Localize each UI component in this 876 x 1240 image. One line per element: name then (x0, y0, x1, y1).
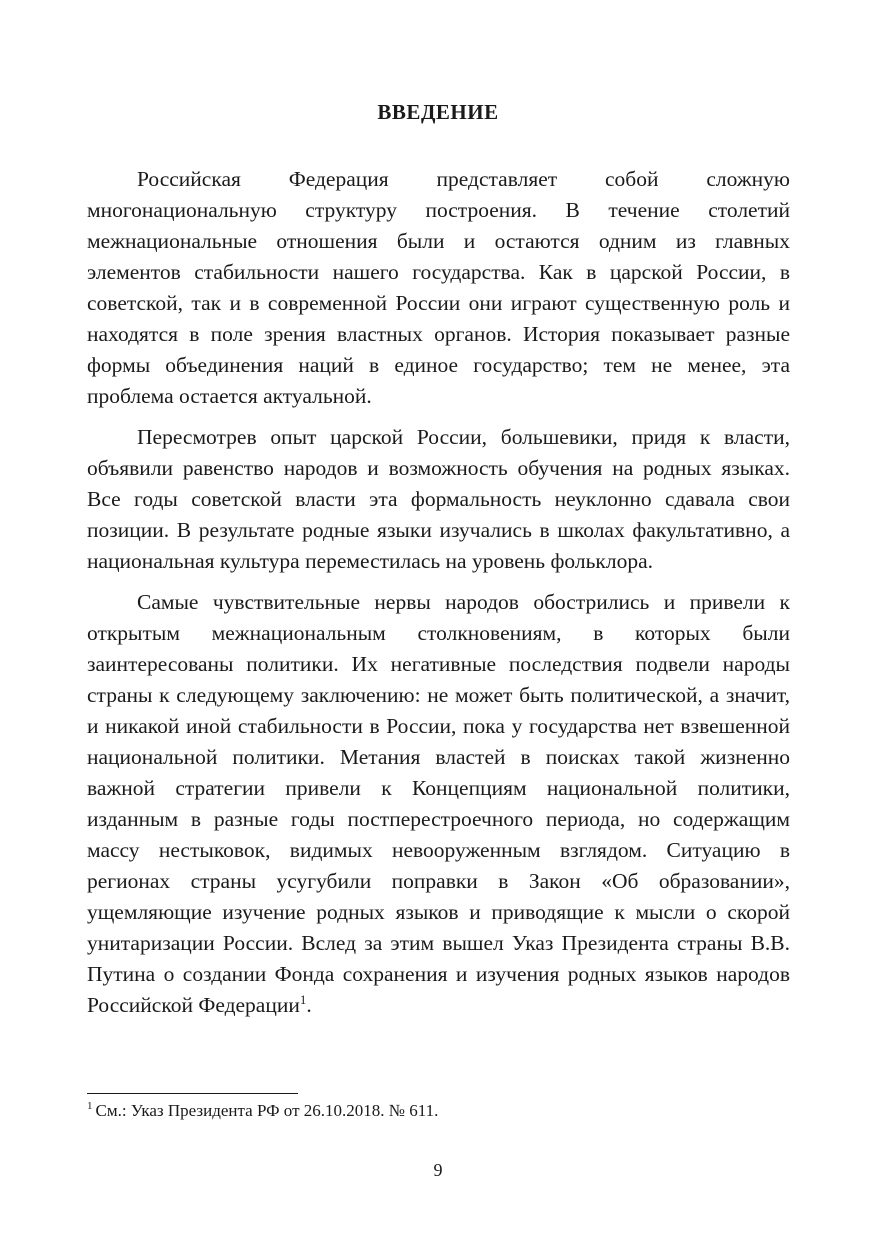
paragraph-3-end: . (306, 993, 312, 1017)
footnote-reference[interactable]: 1 (299, 991, 307, 1007)
footnote (87, 1100, 438, 1122)
paragraph-2: Пересмотрев опыт царской России, большевики, придя к власти, объявили равенство народов и возможность обучения на родных языках. Все годы советской власти эта формальность неуклонно сдавала свои позиции. В результате родные языки изучались в школах факультативно, а национальная культура переместилась на уровень фольклора. (87, 425, 790, 573)
paragraph-1: Российская Федерация представляет собой сложную многонациональную структуру построения. В течение столетий межнациональные отношения были и остаются одним из главных элементов стабильности нашего государства. Как в царской России, в советской, так и в современной России они играют существенную роль и находятся в поле зрения властных органов. История показывает разные формы объединения наций в единое государство; тем не менее, эта проблема остается актуальной. (87, 167, 790, 408)
footnote-number: 1 (87, 1100, 93, 1113)
footnote-text: См.: Указ Президента РФ от 26.10.2018. № 611. (95, 1101, 439, 1120)
paragraph-3-text: Самые чувствительные нервы народов обострились и привели к открытым межнациональным столкновениям, в которых были заинтересованы политики. Их негативные последствия подвели народы страны к следующему заключению: не может быть политической, а значит, и никакой иной стабильности в России, пока у государства нет взвешенной национальной политики. Метания властей в поисках такой жизненно важной стратегии привели к Концепциям национальной политики, изданным в разные годы постперестроечного периода, но содержащим массу нестыковок, видимых невооруженным взглядом. Ситуацию в регионах страны усугубили поправки в Закон «Об образовании», ущемляющие изучение родных языков и приводящие к мысли о скорой унитаризации России. Вслед за этим вышел Указ Президента страны В.В. Путина о создании Фонда сохранения и изучения родных языков народов Российской Федерации (87, 590, 790, 1017)
footnote-separator (87, 1093, 298, 1094)
section-heading: ВВЕДЕНИЕ (377, 100, 499, 124)
paragraph-3 (87, 587, 790, 1021)
page-number: 9 (433, 1160, 443, 1180)
body-text (87, 164, 790, 1021)
